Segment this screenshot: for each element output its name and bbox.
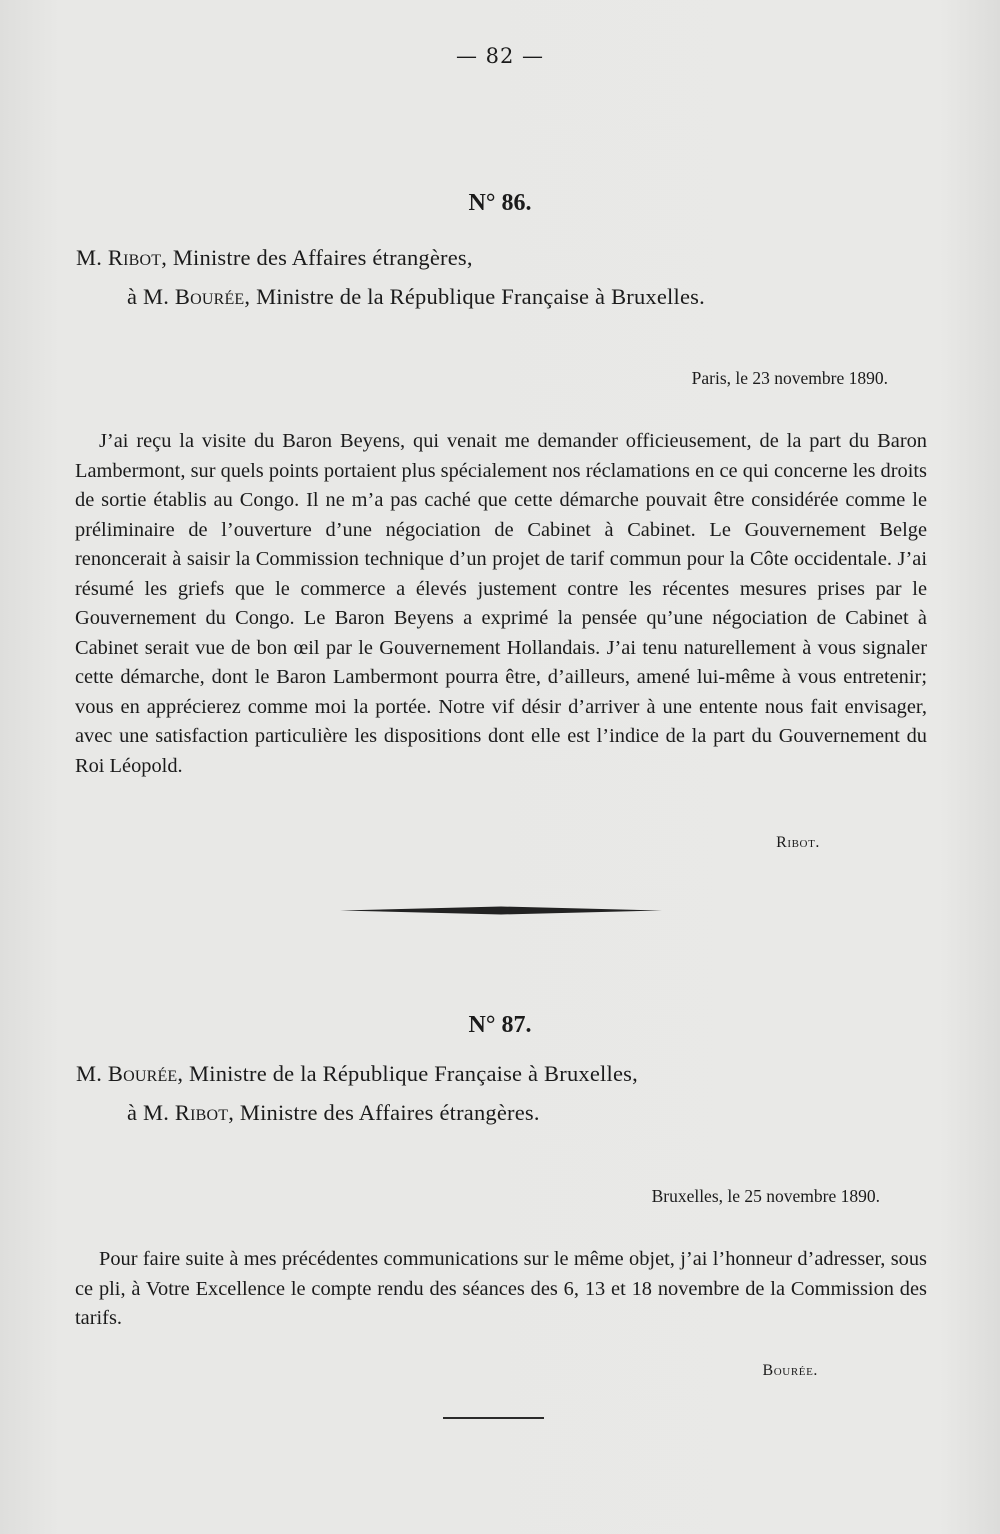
sender-name: Bourée — [107, 1061, 178, 1086]
recipient-line-87 — [127, 1100, 540, 1126]
recipient-name: Ribot — [174, 1100, 229, 1125]
recipient-title: , Ministre de la République Française à Bruxelles. — [244, 284, 705, 309]
sender-title: , Ministre de la République Française à Bruxelles, — [177, 1061, 638, 1086]
recipient-prefix: à M. — [127, 284, 175, 309]
sender-name: Ribot — [107, 245, 162, 270]
letter-body-87: Pour faire suite à mes précédentes communications sur le même objet, j’ai l’honneur d’adresser, sous ce pli, à Votre Excellence le compte rendu des séances des 6, 13 et 18 novembre de la Commission des tarifs. — [75, 1248, 927, 1329]
section-divider-rule — [340, 906, 662, 915]
letter-body-86: J’ai reçu la visite du Baron Beyens, qui venait me demander officieusement, de la part du Baron Lambermont, sur quels points portaient plus spécialement nos réclamations en ce qui concerne les droits de sortie établis au Congo. Il ne m’a pas caché que cette démarche pouvait être considérée comme le préliminaire de l’ouverture d’une négociation de Cabinet à Cabinet. Le Gouvernement Belge renoncerait à saisir la Commission technique d’un projet de tarif commun pour la Côte occidentale. J’ai résumé les griefs que le commerce a élevés justement contre les récentes mesures prises par le Gouvernement du Congo. Le Baron Beyens a exprimé la pensée qu’une négociation de Cabinet à Cabinet serait vue de bon œil par le Gouvernement Hollandais. J’ai tenu naturellement à vous signaler cette démarche, dont le Baron Lambermont pourra être, d’ailleurs, amené lui-même à vous entretenir; vous en apprécierez comme moi la portée. Notre vif désir d’arriver à une entente nous fait envisager, avec une satisfaction particulière les dispositions dont elle est l’indice de la part du Gouvernement du Roi Léopold. — [75, 430, 927, 777]
sender-prefix: M. — [76, 1061, 108, 1086]
recipient-prefix: à M. — [127, 1100, 175, 1125]
sender-prefix: M. — [76, 245, 108, 270]
sender-line-86 — [76, 245, 473, 271]
page-number: — 82 — — [455, 44, 545, 68]
document-number-86: N° 86. — [468, 190, 532, 216]
document-number-87: N° 87. — [468, 1012, 532, 1038]
signature-86: Ribot. — [776, 834, 820, 851]
recipient-name: Bourée — [174, 284, 245, 309]
signature-87: Bourée. — [762, 1362, 818, 1379]
sender-line-87 — [76, 1061, 638, 1087]
dateline-87: Bruxelles, le 25 novembre 1890. — [651, 1186, 880, 1206]
dateline-86: Paris, le 23 novembre 1890. — [691, 368, 888, 388]
closing-rule — [443, 1417, 544, 1419]
recipient-line-86 — [127, 284, 705, 310]
sender-title: , Ministre des Affaires étrangères, — [161, 245, 473, 270]
recipient-title: , Ministre des Affaires étrangères. — [228, 1100, 540, 1125]
